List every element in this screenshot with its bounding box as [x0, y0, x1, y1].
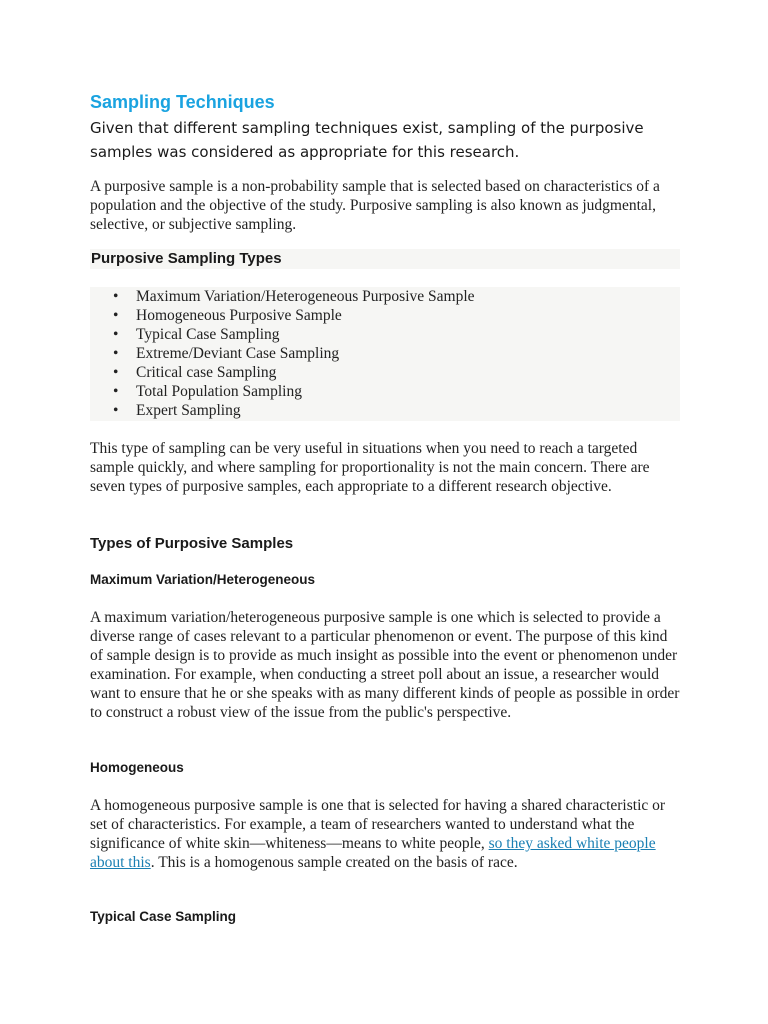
types-list: [90, 287, 680, 420]
list-item-label: Expert Sampling: [136, 402, 241, 419]
list-item: [90, 363, 680, 382]
bullet: •: [113, 383, 119, 400]
list-item-label: Maximum Variation/Heterogeneous Purposive Sample: [136, 288, 475, 305]
max-variation-paragraph: A maximum variation/heterogeneous purposive sample is one which is selected to provide a diverse range of cases relevant to a particular phenomenon or event. The purpose of this kind of sample design is to provide as much insight as possible into the event or phenomenon under examination. For example, when conducting a street poll about an issue, a researcher would want to ensure that he or she speaks with as many different kinds of people as possible in order to construct a robust view of the issue from the public's perspective.: [90, 609, 680, 721]
bullet: •: [113, 364, 119, 381]
bullet: •: [113, 326, 119, 343]
list-item: [90, 344, 680, 363]
page-title: Sampling Techniques: [90, 92, 275, 112]
list-item: [90, 287, 680, 306]
intro-paragraph: Given that different sampling techniques exist, sampling of the purposive samples was considered as appropriate for this research.: [90, 119, 644, 161]
samples-heading: Types of Purposive Samples: [90, 535, 294, 552]
list-item: [90, 325, 680, 344]
types-heading: Purposive Sampling Types: [91, 250, 282, 267]
list-item: [90, 382, 680, 401]
list-item-label: Extreme/Deviant Case Sampling: [136, 345, 340, 362]
bullet: •: [113, 288, 119, 305]
white-people-study-link[interactable]: so they asked white people about this: [90, 835, 656, 871]
list-item-label: Critical case Sampling: [136, 364, 277, 381]
list-item-label: Total Population Sampling: [136, 383, 302, 400]
bullet: •: [113, 345, 119, 362]
homogeneous-text-before: A homogeneous purposive sample is one that is selected for having a shared characteristic or set of characteristics. For example, a team of researchers wanted to understand what the significance of white skin—whiteness—means to white people,: [90, 797, 666, 852]
usefulness-paragraph: This type of sampling can be very useful in situations when you need to reach a targeted sample quickly, and where sampling for proportionality is not the main concern. There are seven types of purposive samples, each appropriate to a different research objective.: [90, 440, 650, 495]
homogeneous-heading: Homogeneous: [90, 760, 184, 775]
homogeneous-paragraph: [90, 796, 680, 872]
homogeneous-text-after: . This is a homogenous sample created on the basis of race.: [150, 854, 518, 871]
list-item-label: Homogeneous Purposive Sample: [136, 307, 342, 324]
definition-paragraph: A purposive sample is a non-probability sample that is selected based on characteristics of a population and the objective of the study. Purposive sampling is also known as judgmental, selective, or subjective sampling.: [90, 178, 660, 233]
max-variation-heading: Maximum Variation/Heterogeneous: [90, 572, 316, 587]
list-item: [90, 401, 680, 420]
list-item: [90, 306, 680, 325]
typical-case-heading: Typical Case Sampling: [90, 909, 237, 924]
list-item-label: Typical Case Sampling: [136, 326, 280, 343]
bullet: •: [113, 402, 119, 419]
bullet: •: [113, 307, 119, 324]
